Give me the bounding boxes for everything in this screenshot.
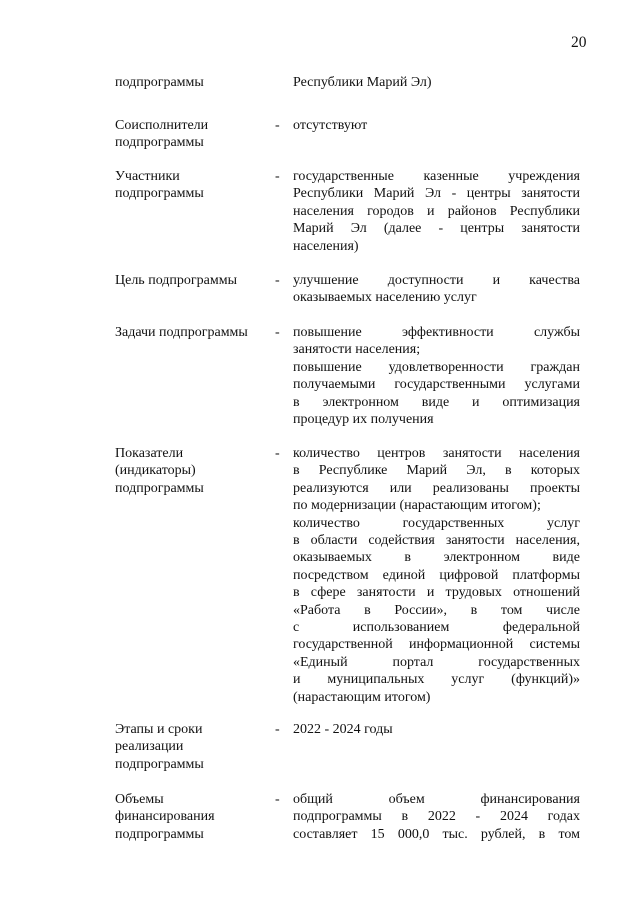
value-line: 2022 - 2024 годы [293, 722, 393, 737]
value-line: занятости населения; [293, 342, 421, 358]
row-dash: - [275, 273, 280, 288]
subprogram-passport-table [115, 74, 587, 851]
value-line: улучшение доступности и качества [293, 273, 580, 288]
value-line: и муниципальных услуг (функций)» [293, 672, 580, 688]
row-label [115, 445, 275, 497]
value-line: количество центров занятости населения [293, 446, 580, 461]
value-line: государственной информационной системы [293, 637, 580, 653]
row-dash: - [275, 118, 280, 133]
label-line: Показатели [115, 446, 184, 461]
label-line: Объемы [115, 792, 164, 807]
row-tasks [115, 324, 587, 445]
value-line: общий объем финансирования [293, 792, 580, 807]
row-label [115, 117, 275, 152]
value-line: в Республике Марий Эл, в которых [293, 463, 580, 479]
label-line: подпрограммы [115, 75, 204, 90]
row-dash: - [275, 325, 280, 340]
label-line: подпрограммы [115, 480, 204, 496]
label-line: Соисполнители [115, 118, 209, 133]
value-line: повышение эффективности службы [293, 325, 580, 340]
row-value [293, 791, 580, 843]
row-value [293, 272, 580, 307]
label-line: Задачи подпрограммы [115, 325, 248, 340]
value-line: по модернизации (нарастающим итогом); [293, 498, 541, 514]
value-line: с использованием федеральной [293, 620, 580, 636]
row-subprogram-tail [115, 74, 587, 117]
row-label [115, 74, 275, 91]
page-number: 20 [571, 34, 587, 51]
row-dash: - [275, 169, 280, 184]
row-label [115, 272, 275, 289]
label-line: подпрограммы [115, 826, 204, 842]
value-line: (нарастающим итогом) [293, 689, 431, 705]
value-line: оказываемых в электронном виде [293, 550, 580, 566]
value-line: в электронном виде и оптимизация [293, 394, 580, 410]
value-line: населения городов и районов Республики [293, 203, 580, 219]
value-line: Республики Марий Эл) [293, 75, 432, 90]
label-line: Участники [115, 169, 180, 184]
label-line: подпрограммы [115, 186, 204, 202]
row-value [293, 74, 580, 91]
row-value [293, 721, 580, 738]
value-line: процедур их получения [293, 412, 434, 428]
value-line: в области содействия занятости населения, [293, 533, 580, 549]
label-line: (индикаторы) [115, 463, 196, 479]
value-line: подпрограммы в 2022 - 2024 годах [293, 809, 580, 825]
value-line: Республики Марий Эл - центры занятости [293, 186, 580, 202]
label-line: подпрограммы [115, 135, 204, 151]
row-label [115, 324, 275, 341]
value-line: «Работа в России», в том числе [293, 602, 580, 618]
value-line: реализуются или реализованы проекты [293, 480, 580, 496]
row-funding-volume [115, 791, 587, 851]
row-dash: - [275, 792, 280, 807]
row-co-executors [115, 117, 587, 168]
row-dash: - [275, 722, 280, 737]
row-indicators [115, 445, 587, 721]
row-value [293, 445, 580, 706]
row-value [293, 117, 580, 134]
value-line: посредством единой цифровой платформы [293, 567, 580, 583]
row-participants [115, 168, 587, 272]
row-label [115, 791, 275, 843]
label-line: реализации [115, 739, 184, 755]
label-line: финансирования [115, 809, 215, 825]
value-line: получаемыми государственными услугами [293, 377, 580, 393]
value-line: государственные казенные учреждения [293, 169, 580, 184]
row-value [293, 168, 580, 255]
value-line: Марий Эл (далее - центры занятости [293, 221, 580, 237]
row-label [115, 168, 275, 203]
label-line: Цель подпрограммы [115, 273, 237, 288]
row-dash: - [275, 446, 280, 461]
value-line: населения) [293, 238, 359, 254]
row-value [293, 324, 580, 428]
value-line: в сфере занятости и трудовых отношений [293, 585, 580, 601]
row-stages-and-terms [115, 721, 587, 791]
value-line: повышение удовлетворенности граждан [293, 359, 580, 375]
value-line: «Единый портал государственных [293, 654, 580, 670]
row-label [115, 721, 275, 773]
value-line: отсутствуют [293, 118, 368, 133]
value-line: оказываемых населению услуг [293, 290, 477, 306]
label-line: подпрограммы [115, 756, 204, 772]
value-line: количество государственных услуг [293, 515, 580, 531]
label-line: Этапы и сроки [115, 722, 203, 737]
row-goal [115, 272, 587, 324]
value-line: составляет 15 000,0 тыс. рублей, в том [293, 826, 580, 842]
